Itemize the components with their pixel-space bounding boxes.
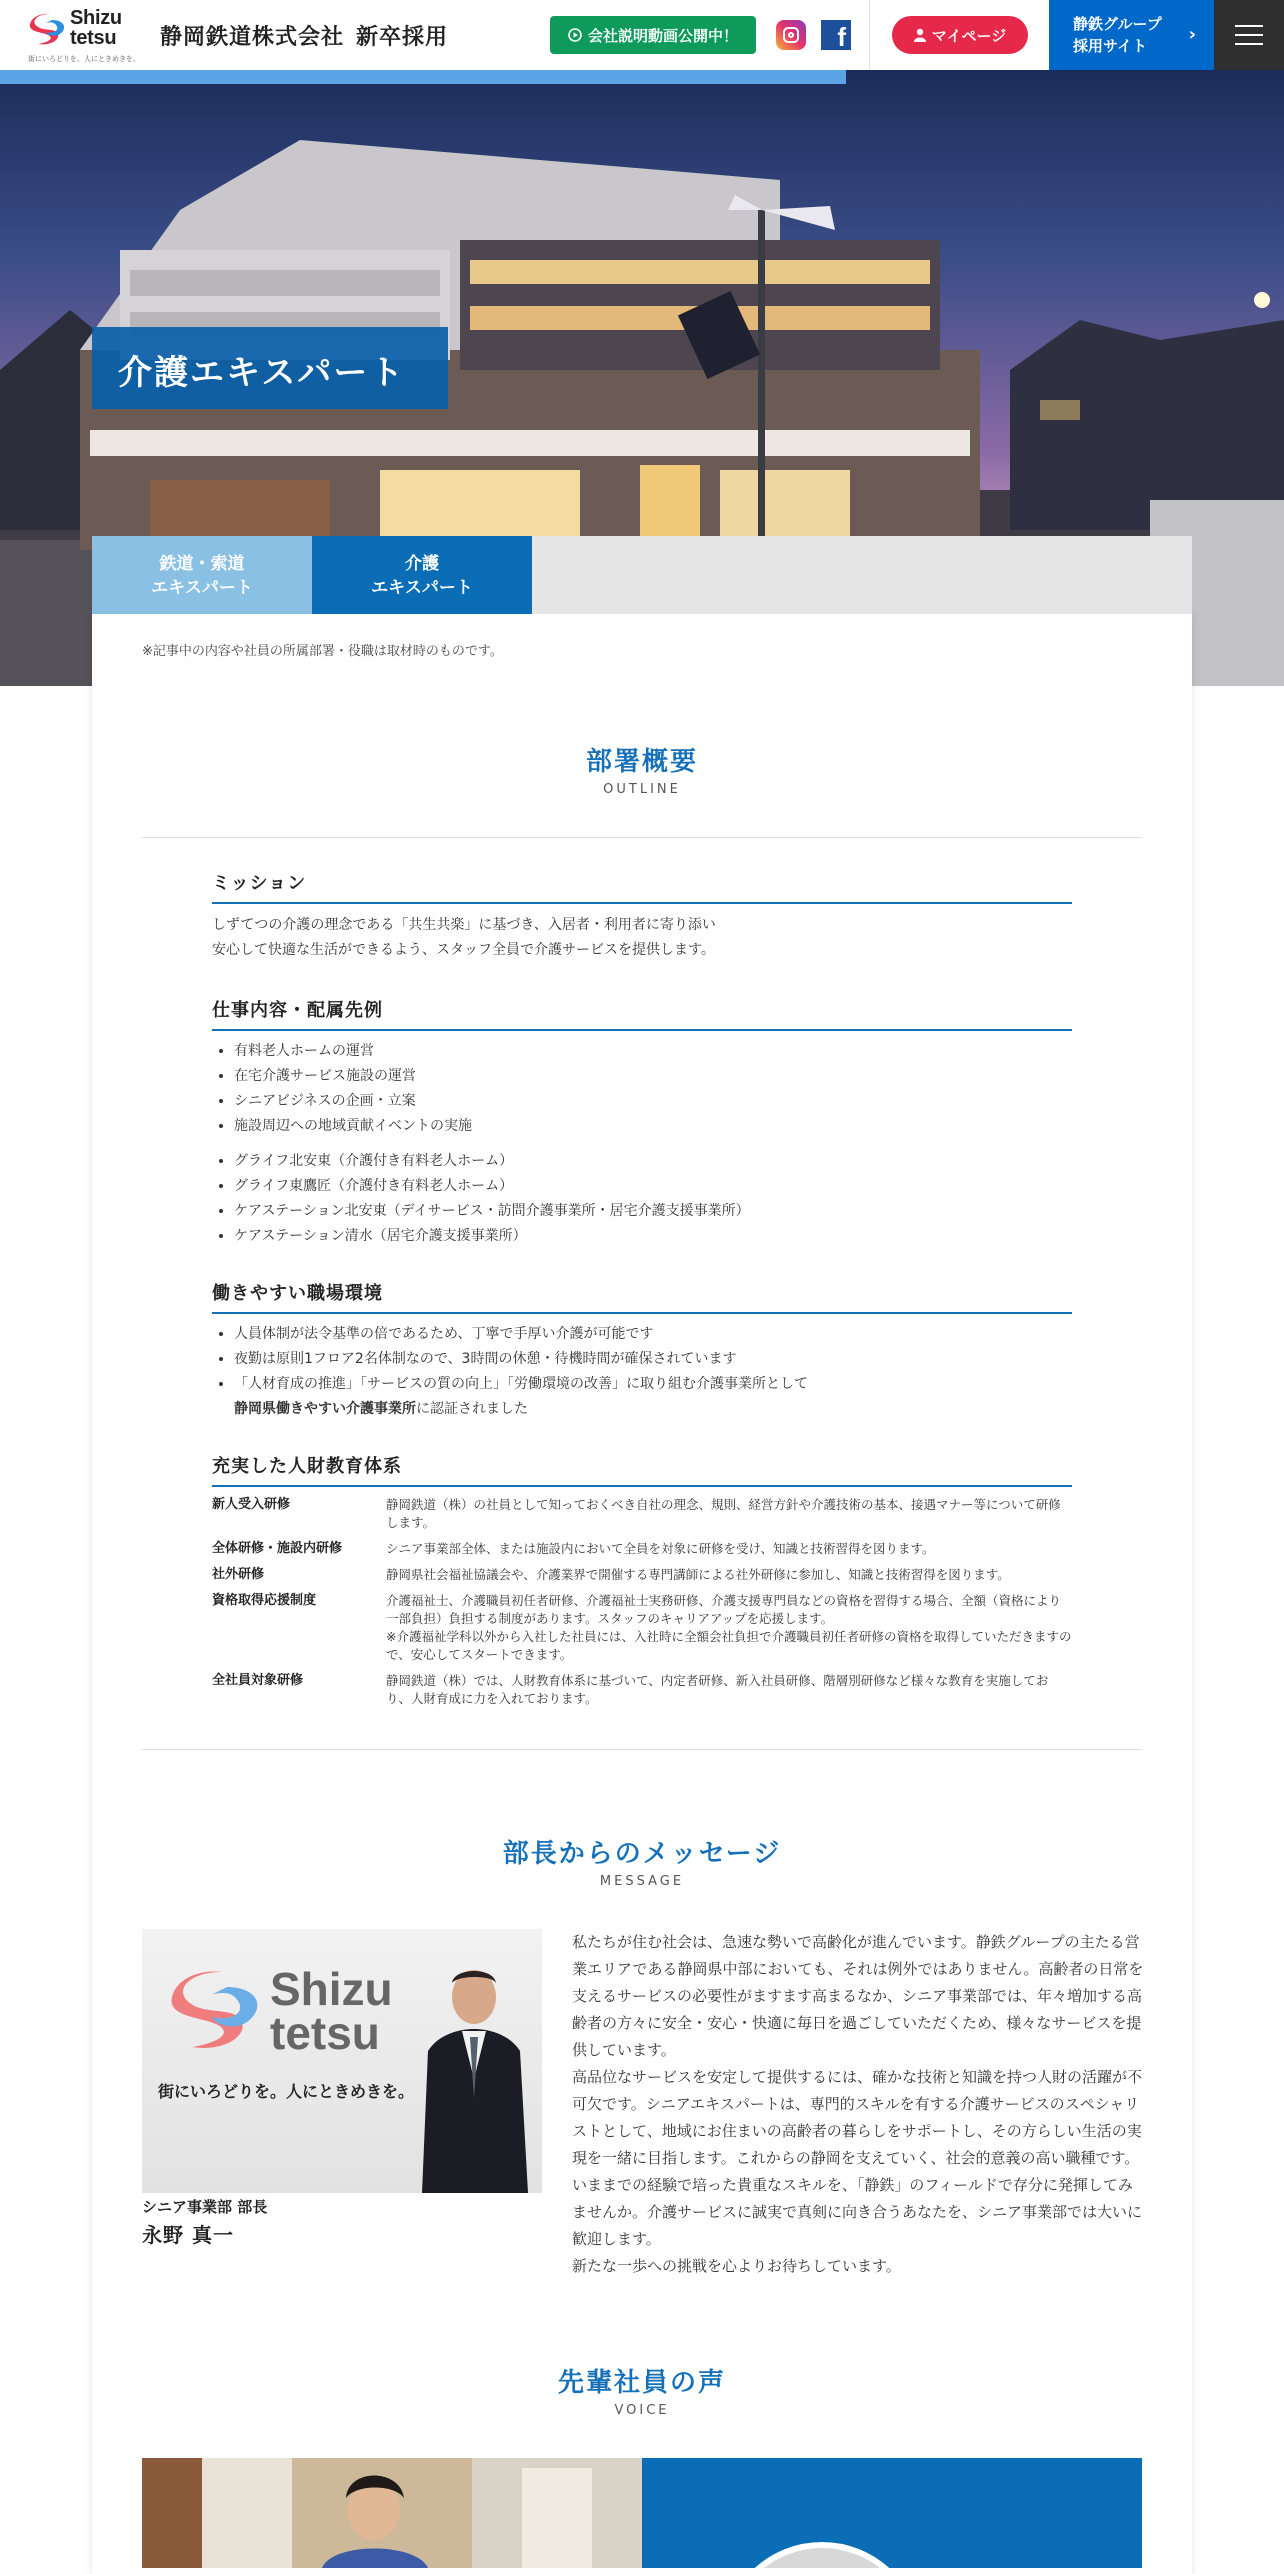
site-title[interactable] [160, 20, 448, 51]
table-value: 静岡鉄道（株）の社員として知っておくべき自社の理念、規則、経営方針や介護技術の基本、接遇マナー等について研修します。 [386, 1497, 1061, 1530]
video-button-label: 会社説明動画公開中！ [587, 26, 738, 45]
table-key: 社外研修 [212, 1567, 265, 1582]
tab-label-line1: 鉄道・索道 [159, 554, 245, 574]
logo-wordmark: Shizu tetsu [70, 7, 122, 49]
list-item: • グライフ東鷹匠（介護付き有料老人ホーム） [234, 1174, 1072, 1199]
staff-portrait-circle [722, 2542, 922, 2568]
group-recruit-site-button[interactable] [1049, 0, 1214, 70]
list-item: • 「人材育成の推進」「サービスの質の向上」「労働環境の改善」に取り組む介護事業所として [234, 1372, 1072, 1397]
divider [142, 837, 1142, 838]
list-item: • ケアステーション北安東（デイサービス・訪問介護事業所・居宅介護支援事業所） [234, 1199, 1072, 1224]
hero-accent-bar [0, 70, 846, 84]
outline-heading [0, 741, 1284, 797]
tab-care-expert[interactable] [312, 536, 532, 614]
message-paragraph: いままでの経験で培った貴重なスキルを、「静鉄」のフィールドで存分に発揮してみませんか。介護サービスに誠実で真剣に向き合うあなたを、シニア事業部では大いに歓迎します。 [572, 2176, 1143, 2248]
table-key: 資格取得応援制度 [212, 1593, 317, 1608]
message-heading [0, 1833, 1284, 1889]
section-title: 部署概要 [585, 747, 698, 777]
message-paragraph: 新たな一歩への挑戦を心よりお待ちしています。 [572, 2257, 901, 2275]
staff-photo-image [142, 2458, 642, 2568]
certification-name: 静岡県働きやすい介護事業所 [234, 1401, 416, 1417]
mypage-label: マイページ [931, 26, 1007, 45]
table-value-note: ※介護福祉学科以外から入社した社員には、入社時に全額会社負担で介護職員初任者研修の資格を取得していただきますので、安心してスタートできます。 [386, 1629, 1072, 1662]
director-message [572, 1929, 1144, 2280]
section-title: 部長からのメッセージ [502, 1839, 782, 1869]
director-role: シニア事業部 部長 [142, 2198, 268, 2216]
table-key: 新人受入研修 [212, 1497, 291, 1512]
table-key: 全社員対象研修 [212, 1673, 304, 1688]
staff-profile-panel [642, 2458, 1142, 2568]
page-title: 介護エキスパート [92, 327, 448, 409]
header-divider [869, 0, 870, 70]
message-paragraph: 高品位なサービスを安定して提供するには、確かな技術と知識を持つ人財の活躍が不可欠です。シニアエキスパートは、専門的スキルを有する介護サービスのスペシャリストとして、地域にお住まいの高齢者の暮らしをサポートし、その方らしい生活の実現を一緒に目指します。これからの静岡を支えていく、社会的意義の高い職種です。 [572, 2068, 1143, 2167]
staff-photo[interactable] [142, 2458, 642, 2568]
mission-line: 安心して快適な生活ができるよう、スタッフ全員で介護サービスを提供します。 [212, 942, 715, 958]
company-video-button[interactable] [550, 16, 756, 54]
site-header [0, 0, 1284, 70]
menu-line [1235, 43, 1263, 45]
hamburger-menu-button[interactable] [1214, 0, 1284, 70]
list-item: • 在宅介護サービス施設の運営 [234, 1064, 1072, 1089]
duties-list [212, 1039, 1072, 1139]
instagram-icon[interactable] [776, 20, 806, 50]
education-heading: 充実した人財教育体系 [212, 1452, 1072, 1487]
certification-text: に認証されました [416, 1401, 528, 1417]
tab-label-line2: エキスパート [371, 578, 473, 598]
menu-line [1235, 34, 1263, 36]
mission-text [212, 913, 1072, 963]
tab-label-line2: エキスパート [151, 578, 253, 598]
environment-list [212, 1322, 1072, 1422]
table-row [212, 1496, 1072, 1540]
table-value-text: 介護福祉士、介護職員初任者研修、介護福祉士実務研修、介護支援専門員などの資格を習得する場合、全額（資格により一部負担）負担する制度があります。スタッフのキャリアアップを応援します。 [386, 1593, 1062, 1626]
photo-wordmark: Shizu tetsu [270, 1963, 393, 2059]
group-button-line2: 採用サイト [1073, 37, 1147, 55]
company-name: 静岡鉄道株式会社 [160, 25, 345, 50]
list-item: • シニアビジネスの企画・立案 [234, 1089, 1072, 1114]
section-subtitle: OUTLINE [603, 782, 681, 797]
photo-tagline: 街にいろどりを。人にときめきを。 [158, 2082, 415, 2101]
recruit-label: 新卒採用 [356, 25, 449, 50]
table-value: 静岡鉄道（株）では、人財教育体系に基づいて、内定者研修、新入社員研修、階層別研修など様々な教育を実施しており、人財育成に力を入れております。 [386, 1673, 1049, 1706]
user-icon [914, 28, 926, 42]
table-row [212, 1672, 1072, 1716]
table-value: 静岡県社会福祉協議会や、介護業界で開催する専門講師による社外研修に参加し、知識と技術習得を図ります。 [386, 1567, 1010, 1582]
table-row [212, 1540, 1072, 1566]
list-item: • 施設周辺への地域貢献イベントの実施 [234, 1114, 1072, 1139]
tab-label-line1: 介護 [405, 554, 439, 574]
tab-railway-expert[interactable] [92, 536, 312, 614]
table-value [386, 1592, 1072, 1672]
table-row [212, 1592, 1072, 1672]
expert-tabs [92, 536, 1192, 614]
mypage-button[interactable] [892, 16, 1028, 54]
play-circle-icon [568, 28, 582, 42]
facebook-icon[interactable]: f [821, 20, 851, 50]
chevron-right-icon: › [1188, 24, 1196, 45]
shizutetsu-logo[interactable] [28, 8, 138, 64]
list-item: • 夜勤は原則1フロア2名体制なので、3時間の休憩・待機時間が確保されています [234, 1347, 1072, 1372]
director-photo [142, 1929, 542, 2193]
table-value: シニア事業部全体、または施設内において全員を対象に研修を受け、知識と技術習得を図ります。 [386, 1541, 935, 1556]
list-item: • ケアステーション清水（居宅介護支援事業所） [234, 1224, 1072, 1249]
menu-line [1235, 25, 1263, 27]
section-subtitle: MESSAGE [599, 1874, 685, 1889]
photo-logo-mark-icon [162, 1967, 272, 2057]
section-title: 先輩社員の声 [557, 2368, 726, 2398]
work-heading: 仕事内容・配属先例 [212, 996, 1072, 1031]
education-table [212, 1496, 1072, 1716]
divider [142, 1749, 1142, 1750]
director-figure [418, 1959, 542, 2193]
assignment-list [212, 1149, 1072, 1249]
group-button-line1: 静鉄グループ [1073, 15, 1162, 33]
mission-line: しずてつの介護の理念である「共生共楽」に基づき、入居者・利用者に寄り添い [212, 917, 716, 933]
message-paragraph: 私たちが住む社会は、急速な勢いで高齢化が進んでいます。静鉄グループの主たる営業エリアである静岡県中部においても、それは例外ではありません。高齢者の日常を支えるサービスの必要性がますます高まるなか、シニア事業部では、年々増加する高齢者の方々に安全・安心・快適に毎日を過ごしていただくため、様々なサービスを提供しています。 [572, 1933, 1144, 2059]
mission-heading: ミッション [212, 869, 1072, 904]
disclaimer-note: ※記事中の内容や社員の所属部署・役職は取材時のものです。 [142, 644, 503, 659]
list-item: • 有料老人ホームの運営 [234, 1039, 1072, 1064]
environment-heading: 働きやすい職場環境 [212, 1279, 1072, 1314]
list-item-continuation [234, 1397, 1072, 1422]
list-item: • 人員体制が法令基準の倍であるため、丁寧で手厚い介護が可能です [234, 1322, 1072, 1347]
table-row [212, 1566, 1072, 1592]
logo-tagline: 街にいろどりを。人にときめきを。 [28, 55, 140, 63]
table-key: 全体研修・施設内研修 [212, 1541, 343, 1556]
logo-mark-icon [28, 12, 68, 48]
section-subtitle: VOICE [614, 2403, 670, 2418]
list-item: • グライフ北安東（介護付き有料老人ホーム） [234, 1149, 1072, 1174]
director-name: 永野 真一 [142, 2223, 234, 2247]
voice-heading [0, 2362, 1284, 2418]
